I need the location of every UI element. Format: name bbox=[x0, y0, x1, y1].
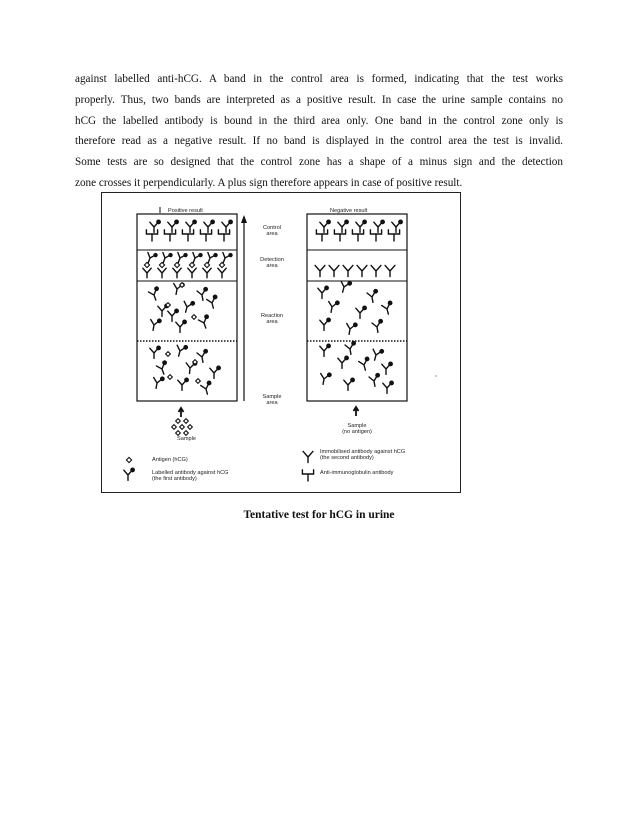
immobilised-antibody-icon bbox=[158, 268, 166, 278]
labelled-antibody-icon bbox=[374, 220, 385, 233]
figure-drawing bbox=[102, 193, 460, 492]
paragraph-line: therefore read as a negative result. If no band is displayed in the control area the test is invalid. bbox=[75, 135, 563, 148]
labelled-antibody-icon bbox=[327, 299, 340, 314]
legend-anti-immunoglobulin-icon bbox=[302, 470, 313, 481]
anti-immunoglobulin-icon bbox=[200, 230, 211, 241]
stray-dot bbox=[435, 375, 436, 376]
immobilised-antibody-icon bbox=[188, 268, 196, 278]
labelled-antibody-icon bbox=[320, 318, 331, 331]
sample-arrow-negative bbox=[354, 407, 359, 416]
labelled-antibody-icon bbox=[198, 314, 213, 330]
immobilised-antibody-icon bbox=[329, 265, 339, 276]
immobilised-antibody-icon bbox=[357, 265, 367, 276]
labelled-antibody-icon bbox=[197, 286, 210, 301]
labelled-antibody-icon bbox=[150, 220, 161, 233]
antigen-icon bbox=[159, 262, 164, 267]
labelled-antibody-icon bbox=[358, 356, 372, 371]
positive-result-title: Positive result bbox=[168, 208, 203, 214]
antigen-icon bbox=[172, 425, 177, 430]
body-paragraph bbox=[75, 69, 563, 194]
labelled-antibody-icon bbox=[319, 371, 332, 386]
legend-antigen-label: Antigen (hCG) bbox=[152, 457, 188, 463]
antigen-icon bbox=[204, 262, 209, 267]
labelled-antibody-icon bbox=[200, 380, 214, 395]
anti-immunoglobulin-icon bbox=[182, 230, 193, 241]
sample-area-label: Sample area bbox=[262, 394, 282, 407]
labelled-antibody-icon bbox=[148, 286, 163, 302]
anti-immunoglobulin-icon bbox=[146, 230, 157, 241]
antigen-icon bbox=[174, 262, 179, 267]
anti-immunoglobulin-icon bbox=[334, 230, 345, 241]
labelled-antibody-icon bbox=[204, 220, 215, 233]
anti-immunoglobulin-icon bbox=[388, 230, 399, 241]
labelled-antibody-icon bbox=[344, 378, 355, 391]
antigen-icon bbox=[188, 425, 193, 430]
anti-immunoglobulin-icon bbox=[218, 230, 229, 241]
antigen-icon bbox=[219, 262, 224, 267]
labelled-antibody-icon bbox=[186, 220, 197, 233]
flow-arrowhead bbox=[241, 215, 247, 223]
sample-label-positive: Sample bbox=[177, 436, 196, 442]
hcg-test-figure bbox=[101, 192, 461, 493]
labelled-antibody-icon bbox=[168, 309, 179, 322]
immobilised-antibody-icon bbox=[315, 265, 325, 276]
antigen-icon bbox=[168, 375, 173, 380]
control-area-label: Control area bbox=[262, 225, 282, 238]
labelled-antibody-icon bbox=[381, 300, 395, 315]
figure-caption: Tentative test for hCG in urine bbox=[243, 509, 395, 521]
antigen-icon bbox=[144, 262, 149, 267]
labelled-antibody-icon bbox=[345, 340, 358, 355]
antigen-icon bbox=[196, 379, 201, 384]
labelled-antibody-icon bbox=[150, 346, 161, 359]
labelled-antibody-icon bbox=[320, 220, 331, 233]
legend-labelled-antibody-label: Labelled antibody against hCG (the first antibody) bbox=[152, 470, 229, 483]
labelled-antibody-icon bbox=[168, 220, 179, 233]
labelled-antibody-icon bbox=[178, 378, 189, 391]
labelled-antibody-icon bbox=[382, 362, 393, 375]
labelled-antibody-icon bbox=[367, 288, 380, 303]
antigen-icon bbox=[176, 431, 181, 436]
labelled-antibody-icon bbox=[345, 321, 358, 336]
paragraph-line: Some tests are so designed that the control zone has a shape of a minus sign and the detection bbox=[75, 156, 563, 169]
anti-immunoglobulin-icon bbox=[164, 230, 175, 241]
antigen-icon bbox=[166, 352, 171, 357]
labelled-antibody-icon bbox=[338, 356, 349, 369]
labelled-antibody-icon bbox=[356, 220, 367, 233]
labelled-antibody-icon bbox=[222, 220, 233, 233]
labelled-antibody-icon bbox=[356, 306, 367, 319]
labelled-antibody-icon bbox=[152, 375, 165, 390]
labelled-antibody-icon bbox=[318, 286, 329, 299]
immobilised-antibody-icon bbox=[385, 265, 395, 276]
antigen-icon bbox=[184, 419, 189, 424]
labelled-antibody-icon bbox=[176, 320, 187, 333]
labelled-antibody-icon bbox=[372, 318, 385, 333]
legend-immobilised-antibody-icon bbox=[303, 451, 313, 462]
paragraph-line: hCG the labelled antibody is bound in the third area only. One band in the control zone only is bbox=[75, 114, 563, 127]
labelled-antibody-icon bbox=[369, 372, 382, 387]
paragraph-line: zone crosses it perpendicularly. A plus sign therefore appears in case of positive result. bbox=[75, 176, 463, 189]
legend-labelled-antibody-icon bbox=[124, 468, 135, 481]
reaction-area-label: Reaction area bbox=[260, 313, 284, 326]
anti-immunoglobulin-icon bbox=[370, 230, 381, 241]
immobilised-antibody-icon bbox=[173, 268, 181, 278]
immobilised-antibody-icon bbox=[343, 265, 353, 276]
legend-anti-immunoglobulin-label: Anti-immunoglobulin antibody bbox=[320, 470, 394, 476]
negative-strip bbox=[307, 214, 407, 401]
anti-immunoglobulin-icon bbox=[316, 230, 327, 241]
labelled-antibody-icon bbox=[383, 381, 394, 394]
labelled-antibody-icon bbox=[392, 220, 403, 233]
labelled-antibody-icon bbox=[175, 343, 189, 358]
detection-area-label: Detection area bbox=[260, 257, 284, 270]
labelled-antibody-icon bbox=[156, 360, 171, 376]
sample-label-negative: Sample (no antigen) bbox=[342, 423, 372, 436]
paragraph-line: against labelled anti-hCG. A band in the control area is formed, indicating that the test works bbox=[75, 73, 563, 85]
negative-result-title: Negative result bbox=[330, 208, 368, 214]
labelled-antibody-icon bbox=[149, 317, 162, 332]
labelled-antibody-icon bbox=[182, 299, 196, 314]
labelled-antibody-icon bbox=[206, 294, 220, 309]
sample-arrow-positive bbox=[179, 408, 184, 417]
antigen-icon bbox=[180, 425, 185, 430]
labelled-antibody-icon bbox=[371, 347, 385, 362]
labelled-antibody-icon bbox=[197, 348, 210, 363]
antigen-icon bbox=[176, 419, 181, 424]
legend-antigen-icon bbox=[126, 457, 131, 462]
anti-immunoglobulin-icon bbox=[352, 230, 363, 241]
paragraph-line: properly. Thus, two bands are interpreted as a positive result. In case the urine sample contains no bbox=[75, 93, 563, 106]
immobilised-antibody-icon bbox=[143, 268, 151, 278]
legend-immobilised-antibody-label: Immobilised antibody against hCG (the second antibody) bbox=[320, 449, 406, 462]
antigen-icon bbox=[189, 262, 194, 267]
immobilised-antibody-icon bbox=[218, 268, 226, 278]
antigen-icon bbox=[184, 431, 189, 436]
labelled-antibody-icon bbox=[210, 366, 221, 379]
labelled-antibody-icon bbox=[338, 220, 349, 233]
antigen-icon bbox=[192, 315, 197, 320]
labelled-antibody-icon bbox=[320, 344, 331, 357]
immobilised-antibody-icon bbox=[203, 268, 211, 278]
immobilised-antibody-icon bbox=[371, 265, 381, 276]
